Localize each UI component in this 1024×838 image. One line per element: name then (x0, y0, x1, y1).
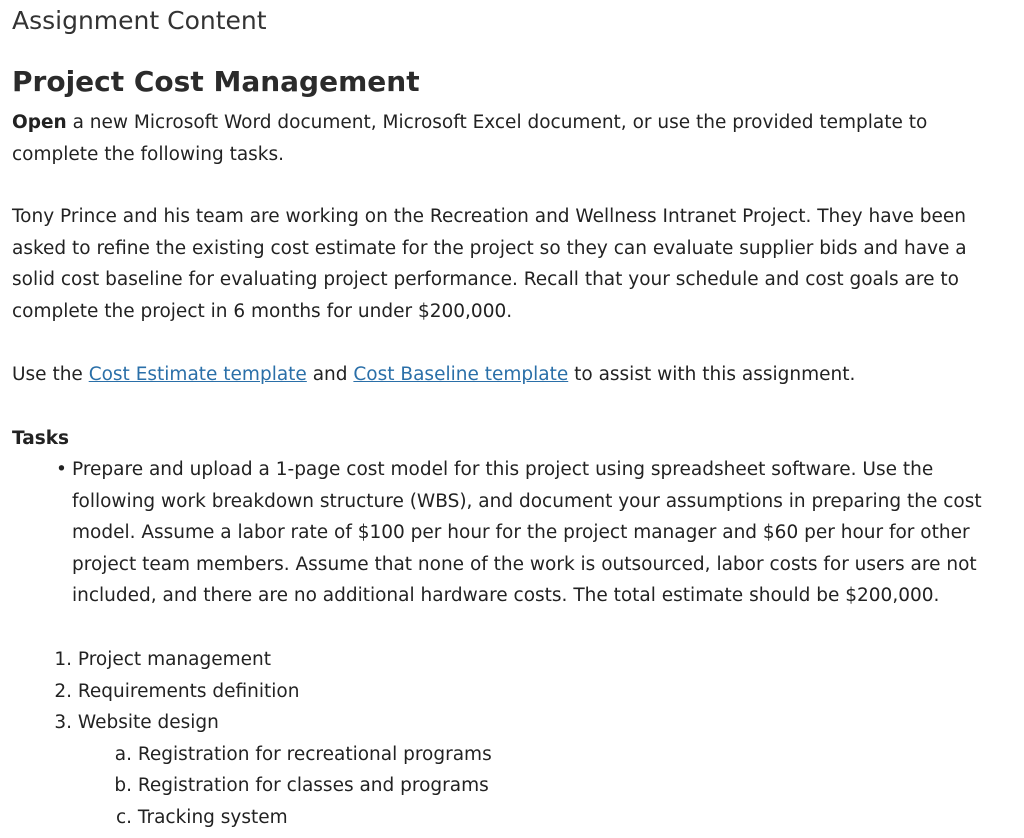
wbs-item-marker: 1. (54, 649, 72, 670)
task-bullet-item: • Prepare and upload a 1-page cost model for this project using spreadsheet software. Use the following work breakdown structure (WBS), and document your assumptions in preparing the cost model. Assume a labor rate of $100 per hour for the project manager and $60 per hour for other project team members. Assume that none of the work is outsourced, labor costs for users are not included, and there are no additional hardware costs. The total estimate should be $200,000. (72, 454, 1002, 612)
tasks-bullet-list (72, 454, 1002, 612)
wbs-sublist (12, 739, 912, 834)
intro-text: a new Microsoft Word document, Microsoft Excel document, or use the provided template to complete the following tasks. (12, 112, 928, 165)
templates-suffix: to assist with this assignment. (568, 364, 856, 385)
wbs-item (12, 707, 912, 739)
wbs-subitem-marker: c. (115, 806, 132, 828)
wbs-item-marker: 3. (54, 712, 72, 734)
wbs-item (12, 676, 912, 708)
wbs-item-label: Requirements definition (77, 680, 300, 702)
wbs-subitem-marker: b. (114, 775, 132, 797)
wbs-numbered-list (12, 644, 912, 834)
wbs-subitem-label: Tracking system (137, 806, 288, 828)
wbs-subitem (12, 770, 912, 802)
wbs-item-label: Project management (77, 649, 271, 670)
wbs-subitem (12, 802, 912, 834)
wbs-subitem (12, 739, 912, 771)
scenario-paragraph: Tony Prince and his team are working on the Recreation and Wellness Intranet Project. They have been asked to refine the existing cost estimate for the project so they can evaluate supplier bids and have a solid cost baseline for evaluating project performance. Recall that your schedule and cost goals are to complete the project in 6 months for under $200,000. (12, 206, 967, 322)
wbs-item-marker: 2. (54, 680, 72, 702)
cost-estimate-template-link[interactable]: Cost Estimate template (88, 364, 307, 385)
wbs-subitem-marker: a. (114, 743, 132, 765)
wbs-item (12, 644, 912, 676)
tasks-heading: Tasks (12, 428, 70, 449)
cost-baseline-template-link[interactable]: Cost Baseline template (353, 364, 569, 385)
intro-paragraph (12, 107, 1007, 170)
section-title: Assignment Content (12, 6, 267, 35)
wbs-subitem-label: Registration for classes and programs (137, 775, 489, 797)
wbs-item-label: Website design (77, 712, 219, 734)
wbs-subitem-label: Registration for recreational programs (137, 743, 492, 765)
templates-middle: and (306, 364, 354, 385)
open-emphasis: Open (12, 112, 67, 133)
templates-paragraph (12, 359, 1007, 391)
page-title: Project Cost Management (12, 65, 420, 98)
templates-prefix: Use the (12, 364, 89, 385)
